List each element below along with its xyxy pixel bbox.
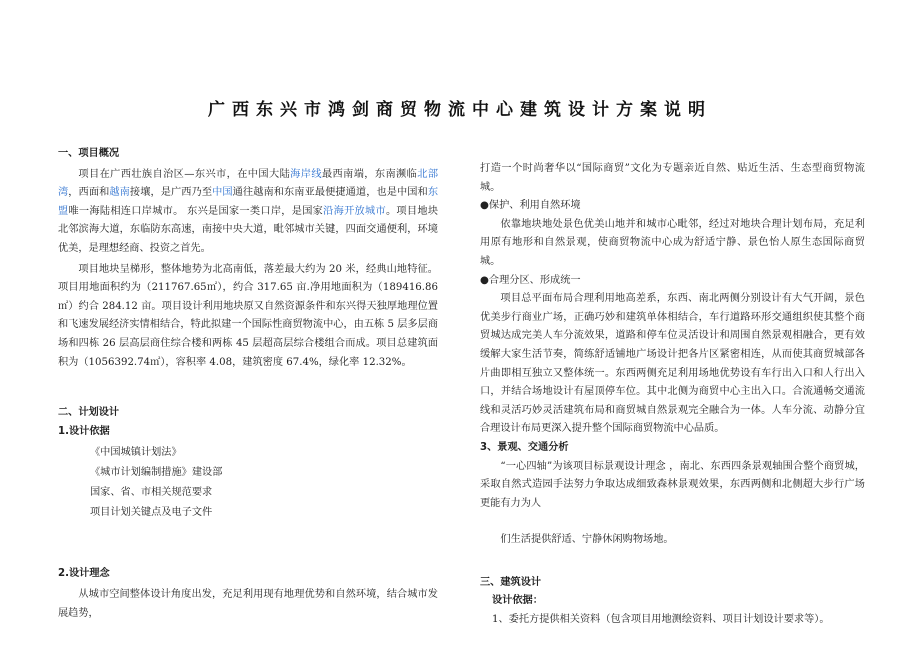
landscape-paragraph: “一心四轴”为该项目标景观设计理念 ，南北、东西四条景观轴围合整个商贸城，采取自然式造园手法努力争取达成细致森林景观效果，东西两侧和北侧超大步行广场更能有力为人 bbox=[480, 460, 865, 509]
link-coastal-open-city[interactable]: 沿海开放城市 bbox=[323, 205, 386, 217]
bullet-zoning: ●合理分区、形成统一 bbox=[480, 274, 581, 286]
architecture-basis-item-1: 1、委托方提供相关资料（包含项目用地测绘资料、项目计划设计要求等）。 bbox=[492, 614, 830, 626]
section-heading-planning: 二、计划设计 bbox=[58, 407, 120, 419]
concept-paragraph-continued: 打造一个时尚奢华以“国际商贸”文化为专题亲近自然、贴近生活、生态型商贸物流城。 bbox=[480, 163, 865, 193]
section-heading-overview: 一、项目概况 bbox=[58, 148, 120, 159]
link-coastline[interactable]: 海岸线 bbox=[290, 168, 322, 180]
left-column bbox=[58, 145, 438, 623]
link-asean[interactable]: 东盟 bbox=[58, 187, 439, 217]
link-china[interactable]: 中国 bbox=[212, 187, 233, 199]
landscape-paragraph-end: 们生活提供舒适、宁静休闲购物场地。 bbox=[500, 534, 674, 546]
subheading-architecture-basis: 设计依据： bbox=[492, 595, 543, 607]
nature-paragraph: 依靠地块地处景色优美山地并和城市心毗邻，经过对地块合理计划布局，充足利用原有地形和自然景观，使商贸物流中心成为舒适宁静、景色怡人原生态国际商贸城。 bbox=[480, 218, 865, 267]
list-item: 《中国城镇计划法》 bbox=[90, 447, 182, 459]
subheading-design-basis: 1.设计依据 bbox=[58, 425, 110, 437]
bullet-protect-nature: ●保护、利用自然环境 bbox=[480, 200, 581, 212]
overview-paragraph-2: 项目地块呈梯形，整体地势为北高南低，落差最大约为 20 米，经典山地特征。项目用地面积约为（211767.65㎡），约合 317.65 亩.净用地面积为（189416.86㎡）约合 284.12 亩。项目设计利用地块原又自然资源条件和东兴得天独厚地理位置和飞速发展经济实情相结合，特此拟建一个国际性商贸物流中心，由五栋 5 层多层商场和四栋 26 层高层商住综合楼和两栋 45 层超高层综合楼组合而成。项目总建筑面积为（1056392.74㎡），容积率 4.08，建筑密度 67.4%，绿化率 12.32%。 bbox=[58, 263, 438, 368]
section-heading-landscape-traffic: 3、景观、交通分析 bbox=[480, 441, 569, 453]
link-vietnam[interactable]: 越南 bbox=[109, 187, 130, 199]
list-item: 项目计划关键点及电子文件 bbox=[90, 507, 213, 519]
zoning-paragraph: 项目总平面布局合理利用地高差系，东西、南北两侧分别设计有大气开阔，景色优美步行商业广场，正确巧妙和建筑单体相结合，车行道路环形交通组织使其整个商贸城达成完美人车分流效果，道路和停车位灵活设计和周围自然景观相融合，更有效缓解大家生活节奏，简练舒适铺地广场设计把各片区紧密相连，从而使其商贸城部各片曲即相互独立又整体统一。东西两侧充足利用场地优势设有车行出入口和人行出入口，并结合场地设计有屋顶停车位。其中北侧为商贸中心主出入口。合流通畅交通流线和灵活巧妙灵活建筑布局和商贸城自然景观完全融合为一体。人车分流、动静分宜合理设计布局更深入提升整个国际商贸物流中心品质。 bbox=[480, 293, 865, 435]
design-basis-list bbox=[58, 443, 438, 523]
page-title: 广西东兴市鸿剑商贸物流中心建筑设计方案说明 bbox=[208, 100, 712, 120]
list-item: 国家、省、市相关规范要求 bbox=[90, 487, 213, 499]
link-beibu-gulf[interactable]: 北部湾 bbox=[58, 168, 439, 199]
concept-paragraph: 从城市空间整体设计角度出发，充足利用现有地理优势和自然环境，结合城市发展趋势， bbox=[58, 588, 438, 619]
list-item: 《城市计划编制措施》建设部 bbox=[90, 467, 223, 479]
overview-paragraph-1: 项目在广西壮族自治区—东兴市，在中国大陆海岸线最西南端，东南濒临北部湾，西面和越南接壤，是广西乃至中国通往越南和东南亚最便捷通道，也是中国和东盟唯一海陆相连口岸城市。 东兴是国家一类口岸，是国家沿海开放城市。项目地块北邻滨海大道，东临防东高速，南接中央大道，毗邻城市关键，四面交通便利，环境优美，是理想经商、投资之首先。 bbox=[58, 168, 439, 254]
subheading-design-concept: 2.设计理念 bbox=[58, 568, 110, 580]
right-column bbox=[480, 160, 865, 630]
section-heading-architecture: 三、建筑设计 bbox=[480, 576, 542, 588]
